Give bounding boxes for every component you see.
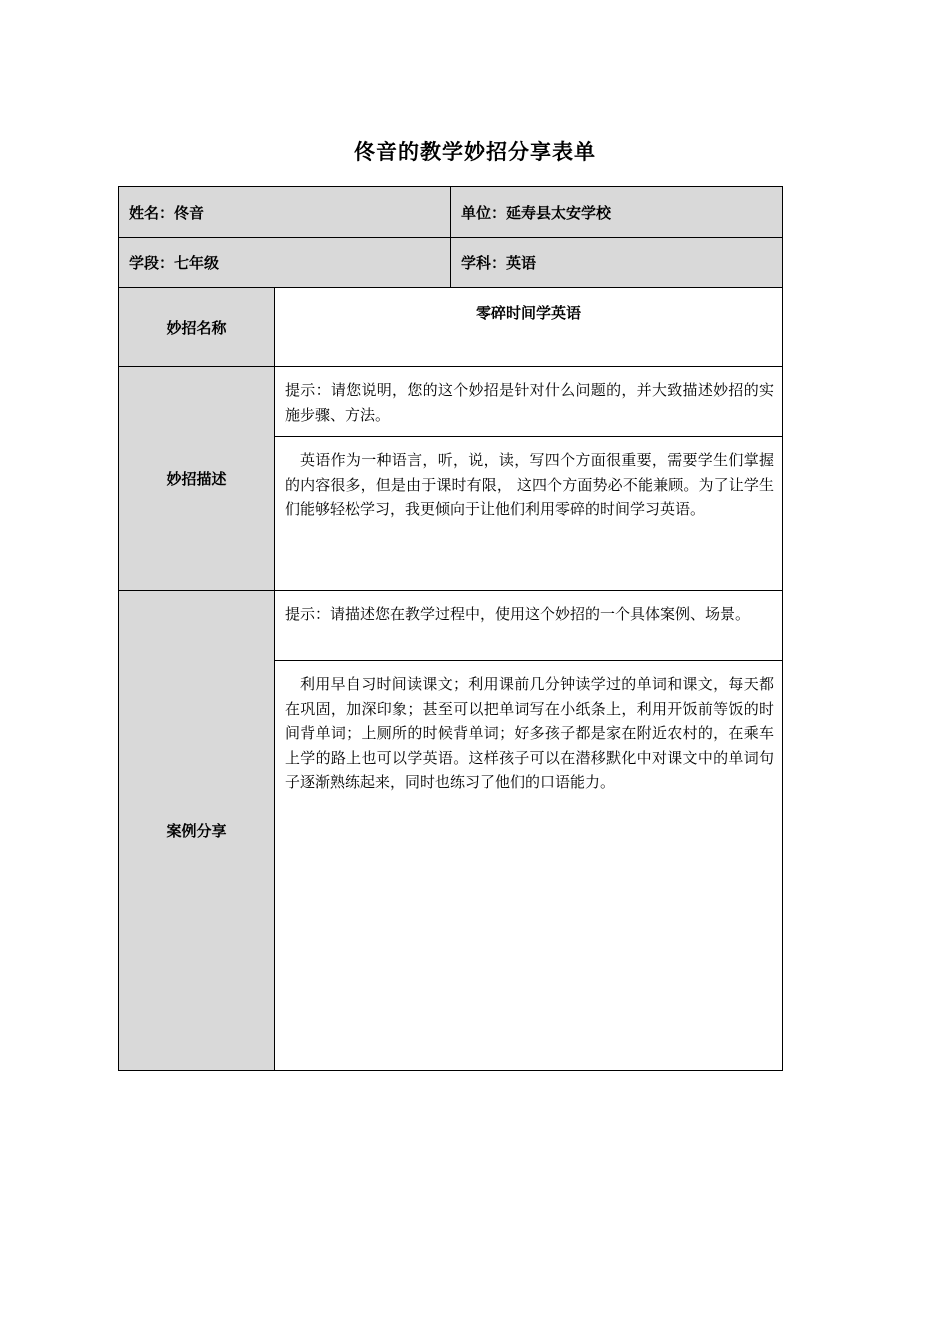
subject-cell: 学科：英语	[451, 238, 783, 288]
method-description-label: 妙招描述	[119, 367, 275, 591]
method-name-label: 妙招名称	[119, 288, 275, 367]
method-description-content: 英语作为一种语言，听，说，读，写四个方面很重要，需要学生们掌握的内容很多，但是由于课时有限， 这四个方面势必不能兼顾。为了让学生们能够轻松学习，我更倾向于让他们利用零碎的时间学习英语。	[275, 437, 783, 591]
method-description-hint: 提示：请您说明，您的这个妙招是针对什么问题的，并大致描述妙招的实施步骤、方法。	[275, 367, 783, 437]
name-cell: 姓名：佟音	[119, 187, 451, 238]
case-share-hint: 提示：请描述您在教学过程中，使用这个妙招的一个具体案例、场景。	[275, 591, 783, 661]
document-title: 佟音的教学妙招分享表单	[354, 140, 596, 164]
unit-cell: 单位：延寿县太安学校	[451, 187, 783, 238]
stage-cell: 学段：七年级	[119, 238, 451, 288]
share-form-table	[118, 186, 783, 1071]
case-share-content: 利用早自习时间读课文；利用课前几分钟读学过的单词和课文，每天都在巩固，加深印象；甚至可以把单词写在小纸条上，利用开饭前等饭的时间背单词；上厕所的时候背单词；好多孩子都是家在附近农村的，在乘车上学的路上也可以学英语。这样孩子可以在潜移默化中对课文中的单词句子逐渐熟练起来，同时也练习了他们的口语能力。	[275, 661, 783, 1071]
case-share-label: 案例分享	[119, 591, 275, 1071]
method-name-value: 零碎时间学英语	[275, 288, 783, 367]
